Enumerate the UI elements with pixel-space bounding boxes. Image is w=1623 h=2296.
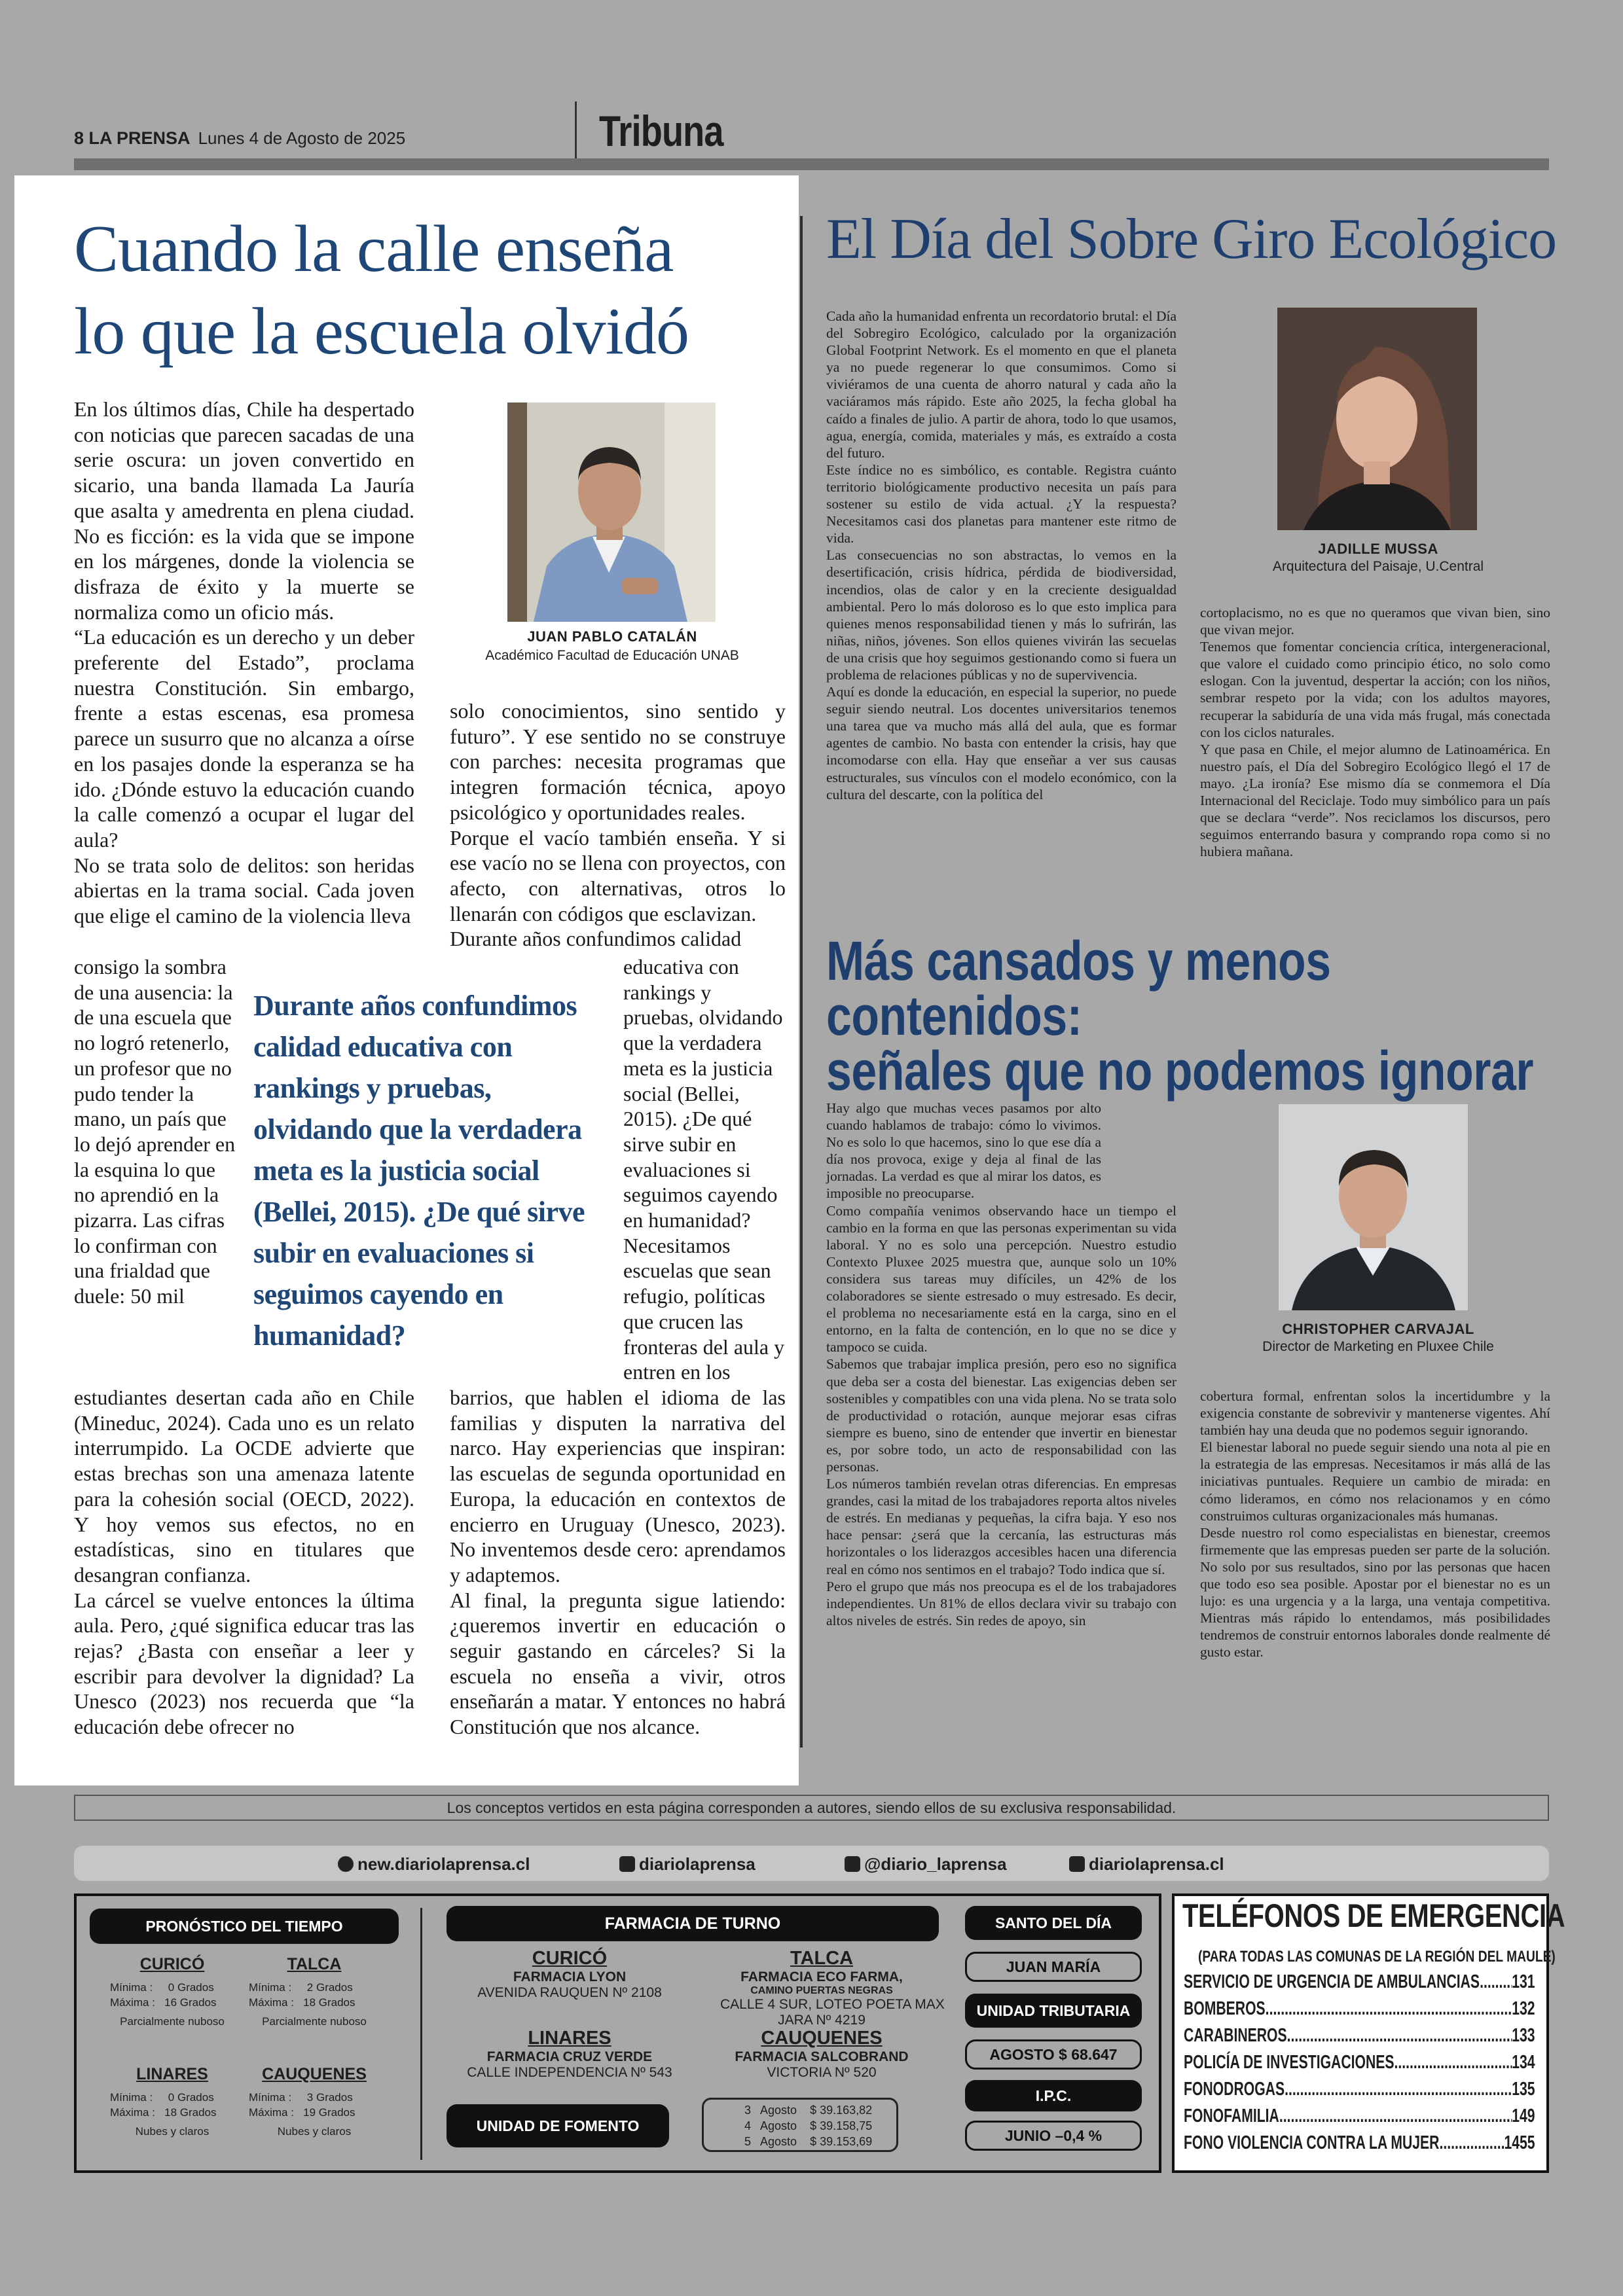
weather-min: Mínima : 0 Grados	[110, 2091, 214, 2104]
emergency-row	[1184, 2025, 1535, 2047]
emergency-title: TELÉFONOS DE EMERGENCIA	[1182, 1897, 1565, 1934]
emergency-row	[1184, 2132, 1535, 2154]
page-number: 8	[74, 128, 84, 148]
uf-values: 3 Agosto $ 39.163,82 4 Agosto $ 39.158,75 5 Agosto $ 39.153,69	[702, 2098, 898, 2152]
article-column-1-bottom	[74, 1385, 414, 1740]
leader-dots	[1279, 2106, 1512, 2127]
social-x[interactable]	[845, 1854, 1007, 1874]
weather-max: Máxima : 18 Grados	[110, 2106, 217, 2119]
author-name: CHRISTOPHER CARVAJAL	[1282, 1321, 1474, 1337]
disclaimer: Los conceptos vertidos en esta página corresponden a autores, siendo ellos de su exclusiva responsabilidad.	[74, 1795, 1549, 1821]
paragraph: Como compañía venimos observando hace un tiempo el cambio en la forma en que las personas experimentan su vida laboral. Y no es solo una percepción. Nuestro estudio Contexto Pluxee 2025 muestra que, aunque solo un 10% considera sus tareas muy difíciles, un 42% de los colaboradores se siente estresado o muy estresado. Es decir, el problema no necesariamente está en la carga, sino en el entorno, en la falta de contención, en lo que no se dice y tampoco se cuida.	[826, 1202, 1176, 1355]
paragraph: barrios, que hablen el idioma de las familias y disputen la narrativa del narco. Hay experiencias que inspiran: las escuelas de segunda oportunidad en Europa, la educación en contextos de encierro en Uruguay (Unesco, 2023). No inventemos desde cero: aprendamos y adaptemos.	[450, 1386, 786, 1587]
emergency-name: FONODROGAS	[1184, 2079, 1285, 2100]
article-column-2	[450, 698, 786, 952]
paragraph: “La educación es un derecho y un deber preferente del Estado”, proclama nuestra Constitución. Sin embargo, frente a estas escenas, esa promesa parece un susurro que no alcanza a oírse en los pasajes donde la esperanza se ha ido. ¿Dónde estuvo la educación cuando la calle comenzó a ocupar el lugar del aula?	[74, 625, 414, 852]
paragraph: Desde nuestro rol como especialistas en bienestar, creemos firmemente que las empresas pueden ser parte de la solución. No solo por sus resultados, sino por las personas que hacen que todo eso sea posible. Apostar por el bienestar no es un lujo: es una urgencia y a la larga, una ventaja competitiva. Mientras más rápido lo entendamos, más posibilidades tendremos de construir entornos laborales donde realmente dé gusto estar.	[1200, 1524, 1550, 1660]
paragraph: Porque el vacío también enseña. Y si ese vacío no se llena con proyectos, con afecto, con alternativas, otros lo llenarán con códigos que esclavizan.	[450, 825, 786, 925]
weather-min: Mínima : 3 Grados	[249, 2091, 353, 2104]
pharmacy-name: FARMACIA LYON	[513, 1969, 627, 1984]
emergency-number: 132	[1512, 1998, 1535, 2019]
paragraph: El bienestar laboral no puede seguir siendo una nota al pie en la estrategia de las empresas. Necesitamos ir más allá de las iniciativas puntuales. Requiere un cambio de mirada: en cómo lideramos, en cómo nos relacionamos y en cómo construimos culturas organizacionales más humanas.	[1200, 1439, 1550, 1524]
x-icon	[845, 1856, 860, 1872]
pharmacy-linares	[452, 2028, 687, 2081]
article-title-line-2: señales que no podemos ignorar	[826, 1040, 1534, 1102]
paper-name: LA PRENSA	[88, 128, 191, 148]
pharmacy-address: VICTORIA Nº 520	[767, 2065, 877, 2080]
article-title	[74, 208, 781, 373]
pharmacy-address: CALLE INDEPENDENCIA Nº 543	[467, 2065, 672, 2080]
pharmacy-curico	[452, 1948, 687, 2001]
article-column-1	[74, 397, 414, 929]
author-role: Director de Marketing en Pluxee Chile	[1262, 1339, 1494, 1354]
emergency-number: 131	[1512, 1971, 1535, 1992]
author-role: Arquitectura del Paisaje, U.Central	[1272, 559, 1484, 574]
emergency-row	[1184, 2106, 1535, 2127]
weather-city: TALCA	[287, 1955, 342, 1973]
emergency-name: CARABINEROS	[1184, 2025, 1287, 2046]
author-photo	[507, 403, 716, 622]
article-title	[826, 930, 1554, 1102]
weather-cauquenes	[249, 2067, 380, 2139]
leader-dots	[1439, 2132, 1504, 2154]
article-column-1	[826, 308, 1176, 803]
paragraph: No se trata solo de delitos: son heridas abiertas en la trama social. Cada joven que elige el camino de la violencia lleva	[74, 853, 414, 928]
emergency-number: 1455	[1504, 2132, 1535, 2153]
uf-title: UNIDAD DE FOMENTO	[447, 2104, 669, 2147]
santo-value: JUAN MARÍA	[965, 1952, 1142, 1982]
social-bar	[74, 1846, 1549, 1881]
pharmacy-address: JARA Nº 4219	[778, 2013, 866, 2028]
article-title-line-2: lo que la escuela olvidó	[74, 295, 689, 368]
social-web-label: new.diariolaprensa.cl	[357, 1854, 530, 1874]
section-title: Tribuna	[599, 107, 723, 155]
weather-min: Mínima : 2 Grados	[249, 1981, 353, 1994]
paragraph: estudiantes desertan cada año en Chile (Mineduc, 2024). Cada uno es un relato interrumpido. La OCDE advierte que estas brechas son una amenaza latente para la cohesión social (OECD, 2022). Y hoy vemos sus efectos, no en estadísticas, sino en titulares que desangran confianza.	[74, 1386, 414, 1587]
paragraph: Tenemos que fomentar conciencia crítica, intergeneracional, que valore el cuidado como principio ético, no solo como eslogan. Con la juventud, despertar la acción; con los niños, sembrar respeto por la vida; con los adultos mayores, recuperar la sabiduría de una vida más frugal, más conectada con los ciclos naturales.	[1200, 639, 1550, 740]
paragraph: Durante años confundimos calidad	[450, 927, 742, 951]
emergency-name: FONOFAMILIA	[1184, 2106, 1279, 2126]
pharmacy-address: AVENIDA RAUQUEN Nº 2108	[477, 1985, 662, 2000]
box-divider	[420, 1908, 422, 2160]
facebook-icon	[619, 1856, 635, 1872]
pharmacy-name: FARMACIA CRUZ VERDE	[486, 2049, 653, 2064]
emergency-number: 133	[1512, 2025, 1535, 2046]
weather-note: Parcialmente nuboso	[262, 2015, 367, 2028]
paragraph: cortoplacismo, no es que no queramos que vivan bien, sino que vivan mejor.	[1200, 605, 1550, 638]
leader-dots	[1395, 2052, 1512, 2073]
weather-city: CURICÓ	[139, 1955, 205, 1973]
paragraph: Cada año la humanidad enfrenta un recordatorio brutal: el Día del Sobregiro Ecológico, calculado por la organización Global Footprint Network. Es el momento en que el planeta ya no puede regenerar lo que consumimos. Como si viviéramos de una cuenta de ahorro natural y cada año la vaciáramos más rápido. Este año 2025, la fecha global ha caído a finales de julio. A partir de ahora, todo lo que usamos, agua, energía, comida, materiales y más, es extraído a costa del futuro.	[826, 308, 1176, 461]
paragraph: consigo la sombra de una ausencia: la de una escuela que no logró retenerlo, un profesor que no pudo tender la mano, un país que lo dejó aprender en la esquina lo que no aprendió en la pizarra. Las cifras lo confirman con una frialdad que duele: 50 mil	[74, 955, 236, 1308]
social-facebook[interactable]	[619, 1854, 756, 1874]
article-column-2-bottom	[450, 1385, 786, 1740]
social-web[interactable]	[338, 1854, 530, 1874]
paragraph: Aquí es donde la educación, en especial la superior, no puede seguir siendo neutral. Los docentes universitarios tenemos una tarea que va mucho más allá del aula, que es formar agentes de cambio. No basta con entender la crisis, hay que incomodarse con ella. Hay que enseñar a ver sus causas estructurales, sus vínculos con el modelo económico, con la cultura del descarte, con la política del	[826, 684, 1176, 802]
paragraph: solo conocimientos, sino sentido y futuro”. Y ese sentido no se construye con parches: necesita programas que integren formación técnica, apoyo psicológico y oportunidades reales.	[450, 699, 786, 824]
author-photo	[1279, 1104, 1468, 1310]
pharmacy-city: TALCA	[790, 1948, 854, 1969]
leader-dots	[1266, 1998, 1512, 2020]
emergency-row	[1184, 1998, 1535, 2020]
header-divider	[575, 101, 577, 160]
weather-city: LINARES	[136, 2065, 208, 2083]
paragraph: Y que pasa en Chile, el mejor alumno de Latinoamérica. En nuestro país, el Día del Sobregiro Ecológico llegó el 17 de mayo. ¿La ironía? Ese mismo día se conmemora el Día Internacional del Reciclaje. Todo muy simbólico para un país que se declara “verde”. Nos reciclamos los discursos, pero seguimos enterrando basura y comprando ropa como si no hubiera mañana.	[1200, 741, 1550, 860]
pharmacy-talca	[720, 1948, 945, 2028]
weather-title: PRONÓSTICO DEL TIEMPO	[90, 1909, 399, 1944]
paragraph: Las consecuencias no son abstractas, lo vemos en la desertificación, crisis hídrica, pérdida de biodiversidad, incendios, olas de calor y en la creciente desigualdad ambiental. Pero lo más doloroso es lo que esto implica para quienes menos responsabilidad tienen y más lo sufrirán, las niñas, niños, jóvenes. Son ellos quienes vivirán las secuelas de una crisis que hoy seguimos gestionando como si fuera un problema de relaciones públicas y no de supervivencia.	[826, 547, 1176, 683]
article-column-2	[1200, 1388, 1550, 1661]
paragraph: Al final, la pregunta sigue latiendo: ¿queremos invertir en educación o seguir gastando en cárceles? Si la escuela no enseña a vivir, otros enseñarán a matar. Y entonces no habrá Constitución que nos alcance.	[450, 1588, 786, 1739]
article-column-1-narrow	[74, 954, 238, 1309]
emergency-name: BOMBEROS	[1184, 1998, 1266, 2019]
emergency-number: 134	[1512, 2052, 1535, 2073]
santo-title: SANTO DEL DÍA	[965, 1906, 1142, 1940]
leader-dots	[1287, 2025, 1512, 2047]
paragraph: La cárcel se vuelve entonces la última aula. Pero, ¿qué significa educar tras las rejas? ¿Basta con enseñar a leer y escribir para devolver la dignidad? La Unesco (2023) nos recuerda que “la educación debe ofrecer no	[74, 1588, 414, 1739]
social-instagram-label: diariolaprensa.cl	[1089, 1854, 1224, 1874]
ipc-value: JUNIO –0,4 %	[965, 2121, 1142, 2151]
author-name: JADILLE MUSSA	[1318, 541, 1438, 557]
paragraph: educativa con rankings y pruebas, olvidando que la verdadera meta es la justicia social (Bellei, 2015). ¿De qué sirve subir en evaluaciones si seguimos cayendo en humanidad? Necesitamos escuelas que sean refugio, políticas que crucen las fronteras del aula y entren en los	[623, 955, 785, 1384]
article-title-line-1: Más cansados y menos contenidos:	[826, 930, 1331, 1047]
weather-curico	[110, 1957, 234, 2029]
author-photo	[1277, 308, 1477, 530]
emergency-number: 149	[1512, 2106, 1535, 2126]
social-x-label: @diario_laprensa	[864, 1854, 1007, 1874]
weather-talca	[249, 1957, 380, 2029]
social-facebook-label: diariolaprensa	[639, 1854, 756, 1874]
paragraph: Los números también revelan otras diferencias. En empresas grandes, casi la mitad de los trabajadores reporta altos niveles de estrés. En medianas y pequeñas, la cifra baja. Y eso nos hace pensar: ¿será que la cercanía, las estructuras más horizontales o los liderazgos accesibles hacen una diferencia real en cómo nos sentimos en el trabajo? Todo indica que sí.	[826, 1476, 1176, 1577]
weather-city: CAUQUENES	[262, 2065, 367, 2083]
leader-dots	[1480, 1971, 1512, 1993]
emergency-row	[1184, 2052, 1535, 2073]
header-rule	[74, 158, 1549, 170]
weather-max: Máxima : 18 Grados	[249, 1996, 356, 2009]
column-divider	[800, 216, 803, 1748]
weather-linares	[110, 2067, 234, 2139]
paragraph: cobertura formal, enfrentan solos la incertidumbre y la exigencia constante de sobrevivir y mantenerse vigentes. Ahí también hay una deuda que no podemos seguir ignorando.	[1200, 1388, 1550, 1439]
article-column-2-narrow	[623, 954, 786, 1385]
paragraph: Pero el grupo que más nos preocupa es el de los trabajadores independientes. Un 81% de ellos declara vivir su trabajo con altos niveles de estrés. Sin redes de apoyo, sin	[826, 1578, 1176, 1628]
author-role: Académico Facultad de Educación UNAB	[485, 648, 739, 663]
weather-min: Mínima : 0 Grados	[110, 1981, 214, 1994]
pharmacy-address: CAMINO PUERTAS NEGRAS	[750, 1985, 893, 1996]
paragraph: Este índice no es simbólico, es contable. Registra cuánto territorio biológicamente productivo necesita un país para sostener su estilo de vida actual. ¿Y la respuesta? Necesitamos casi dos planetas para mantener este ritmo de vida.	[826, 461, 1176, 547]
issue-date: Lunes 4 de Agosto de 2025	[198, 128, 406, 148]
article-title: El Día del Sobre Giro Ecológico	[826, 207, 1557, 271]
paragraph: En los últimos días, Chile ha despertado con noticias que parecen sacadas de una serie oscura: un joven convertido en sicario, una banda llamada La Jauría que asalta y amedrenta en plena ciudad. No es ficción: es la vida que se impone en los márgenes, donde la violencia se disfraza de éxito y la muerte se normaliza como un oficio más.	[74, 397, 414, 624]
article-column-1	[826, 1100, 1176, 1629]
emergency-number: 135	[1512, 2079, 1535, 2100]
pharmacy-address: CALLE 4 SUR, LOTEO POETA MAX	[720, 1997, 945, 2012]
weather-max: Máxima : 16 Grados	[110, 1996, 217, 2009]
emergency-row	[1184, 1971, 1535, 1993]
utm-title: UNIDAD TRIBUTARIA	[965, 1994, 1142, 2028]
emergency-name: FONO VIOLENCIA CONTRA LA MUJER	[1184, 2132, 1440, 2153]
pharmacy-name: FARMACIA SALCOBRAND	[735, 2049, 909, 2064]
pull-quote: Durante años confundimos calidad educativa con rankings y pruebas, olvidando que la verdadera meta es la justicia social (Bellei, 2015). ¿De qué sirve subir en evaluaciones si seguimos cayendo en humanidad?	[253, 990, 585, 1352]
weather-note: Nubes y claros	[277, 2125, 352, 2138]
pharmacy-city: LINARES	[528, 2028, 611, 2049]
paragraph: Hay algo que muchas veces pasamos por alto cuando hablamos de trabajo: cómo lo vivimos. No es solo lo que hacemos, sino lo que ese día a día nos provoca, exige y deja al final de las jornadas. La verdad es que al mirar los datos, es imposible no preocuparse.	[826, 1100, 1101, 1202]
globe-icon	[338, 1856, 354, 1872]
paragraph: Sabemos que trabajar implica presión, pero eso no significa que deba ser a costa del bienestar. Las exigencias deben ser sostenibles y compatibles con una vida plena. No se trata solo de productividad o rotación, aunque mejorar esas cifras siempre es bueno, sino de entender que invertir en bienestar es, por sobre todo, un acto de responsabilidad con las personas.	[826, 1356, 1176, 1475]
social-instagram[interactable]	[1069, 1854, 1224, 1874]
pharmacy-name: FARMACIA ECO FARMA,	[740, 1969, 903, 1984]
pharmacy-city: CAUQUENES	[761, 2028, 883, 2049]
weather-max: Máxima : 19 Grados	[249, 2106, 356, 2119]
emergency-name: SERVICIO DE URGENCIA DE AMBULANCIAS	[1184, 1971, 1480, 1992]
weather-note: Parcialmente nuboso	[120, 2015, 225, 2028]
article-column-2	[1200, 604, 1550, 860]
instagram-icon	[1069, 1856, 1085, 1872]
leader-dots	[1285, 2079, 1512, 2100]
pharmacy-cauquenes	[720, 2028, 923, 2081]
article-title-line-1: Cuando la calle enseña	[74, 212, 674, 286]
emergency-subtitle: (PARA TODAS LAS COMUNAS DE LA REGIÓN DEL MAULE)	[1198, 1948, 1556, 1965]
page-header-info	[74, 128, 405, 149]
utm-value: AGOSTO $ 68.647	[965, 2039, 1142, 2070]
emergency-row	[1184, 2079, 1535, 2100]
ipc-title: I.P.C.	[965, 2080, 1142, 2111]
emergency-name: POLICÍA DE INVESTIGACIONES	[1184, 2052, 1395, 2073]
pharmacy-title: FARMACIA DE TURNO	[447, 1906, 939, 1941]
author-name: JUAN PABLO CATALÁN	[527, 628, 697, 645]
pharmacy-city: CURICÓ	[532, 1948, 608, 1969]
weather-note: Nubes y claros	[135, 2125, 210, 2138]
